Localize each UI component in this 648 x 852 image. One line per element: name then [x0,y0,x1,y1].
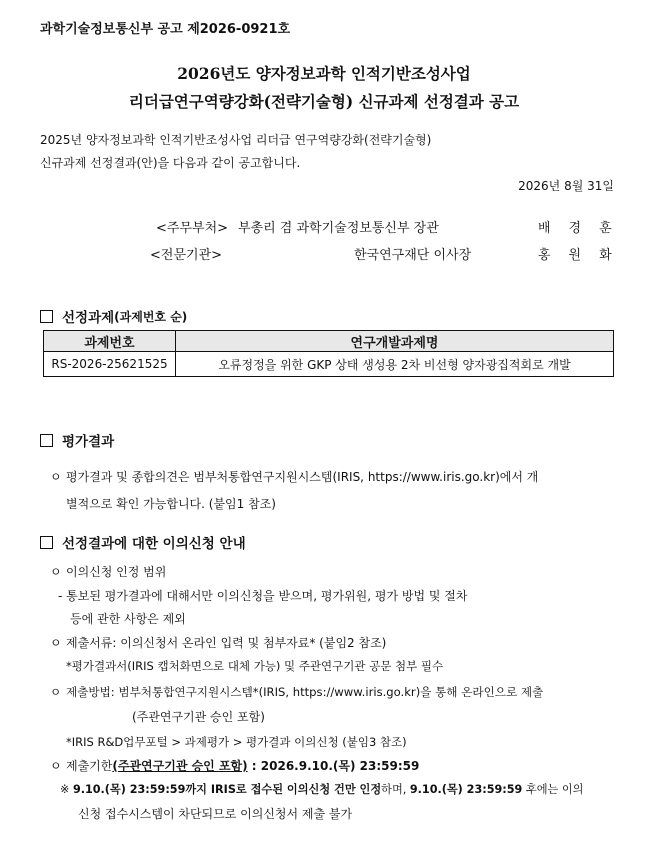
objection-docs-note: *평가결과서(IRIS 캡처화면으로 대체 가능) 및 주관연구기관 공문 첨부 필수 [66,659,444,673]
org-name-agency: 한국연구재단 이사장 [354,248,472,263]
project-number-cell: RS-2026-25621525 [44,352,176,377]
checkbox-square-icon [40,310,53,323]
org-name-ministry: 부총리 겸 과학기술정보통신부 장관 [238,221,439,236]
objection-method-note: *IRIS R&D업무포털 > 과제평가 > 평가결과 이의신청 (붙임3 참조) [66,735,407,749]
result-line2: 별적으로 확인 가능합니다. (붙임1 참조) [66,497,276,511]
checkbox-square-icon [40,536,53,549]
objection-note-line2: 신청 접수시스템이 차단되므로 이의신청서 제출 불가 [78,807,353,821]
notice-number: 과학기술정보통신부 공고 제2026-0921호 [40,22,291,37]
section-heading-selected: 선정과제 (과제번호 순) [40,306,187,326]
section-heading-objection: 선정결과에 대한 이의신청 안내 [40,532,246,552]
org-person-agency: 홍원화 [538,248,630,263]
result-line1: ㅇ 평가결과 및 종합의견은 범부처통합연구지원시스템(IRIS, https://www.iris.go.kr)에서 개 [50,470,539,484]
objection-method-line1: ㅇ 제출방법: 범부처통합연구지원시스템*(IRIS, https://www.iris.go.kr)을 통해 온라인으로 제출 [50,685,544,699]
selected-projects-table [43,330,614,377]
org-label-ministry: <주무부처> [156,221,229,236]
objection-scope-title: ㅇ 이의신청 인정 범위 [50,565,167,579]
objection-scope-line1: - 통보된 평가결과에 대해서만 이의신청을 받으며, 평가위원, 평가 방법 및 절차 [58,589,468,603]
objection-deadline: ㅇ 제출기한(주관연구기관 승인 포함) : 2026.9.10.(목) 23:59:59 [50,759,420,773]
intro-line2: 신규과제 선정결과(안)을 다음과 같이 공고합니다. [40,156,301,170]
notice-title-line2: 리더급연구역량강화(전략기술형) 신규과제 선정결과 공고 [128,92,520,111]
notice-date: 2026년 8월 31일 [518,179,614,193]
checkbox-square-icon [40,434,53,447]
column-header-project-title: 연구개발과제명 [176,331,614,352]
org-label-agency: <전문기관> [150,248,223,263]
project-title-cell: 오류정정을 위한 GKP 상태 생성용 2차 비선형 양자광집적회로 개발 [176,352,614,377]
table-row [44,352,614,377]
table-header-row [44,331,614,352]
notice-title-line1: 2026년도 양자정보과학 인적기반조성사업 [177,64,471,83]
objection-method-line2: (주관연구기관 승인 포함) [132,710,265,724]
intro-line1: 2025년 양자정보과학 인적기반조성사업 리더급 연구역량강화(전략기술형) [40,133,432,147]
objection-scope-line2: 등에 관한 사항은 제외 [70,612,186,626]
section-heading-result: 평가결과 [40,430,114,450]
org-person-ministry: 배경훈 [538,221,630,236]
column-header-project-number: 과제번호 [44,331,176,352]
objection-docs: ㅇ 제출서류: 이의신청서 온라인 입력 및 첨부자료* (붙임2 참조) [50,636,387,650]
objection-note-line1: ※ 9.10.(목) 23:59:59까지 IRIS로 접수된 이의신청 건만 인정하며, 9.10.(목) 23:59:59 후에는 이의 [60,783,584,796]
